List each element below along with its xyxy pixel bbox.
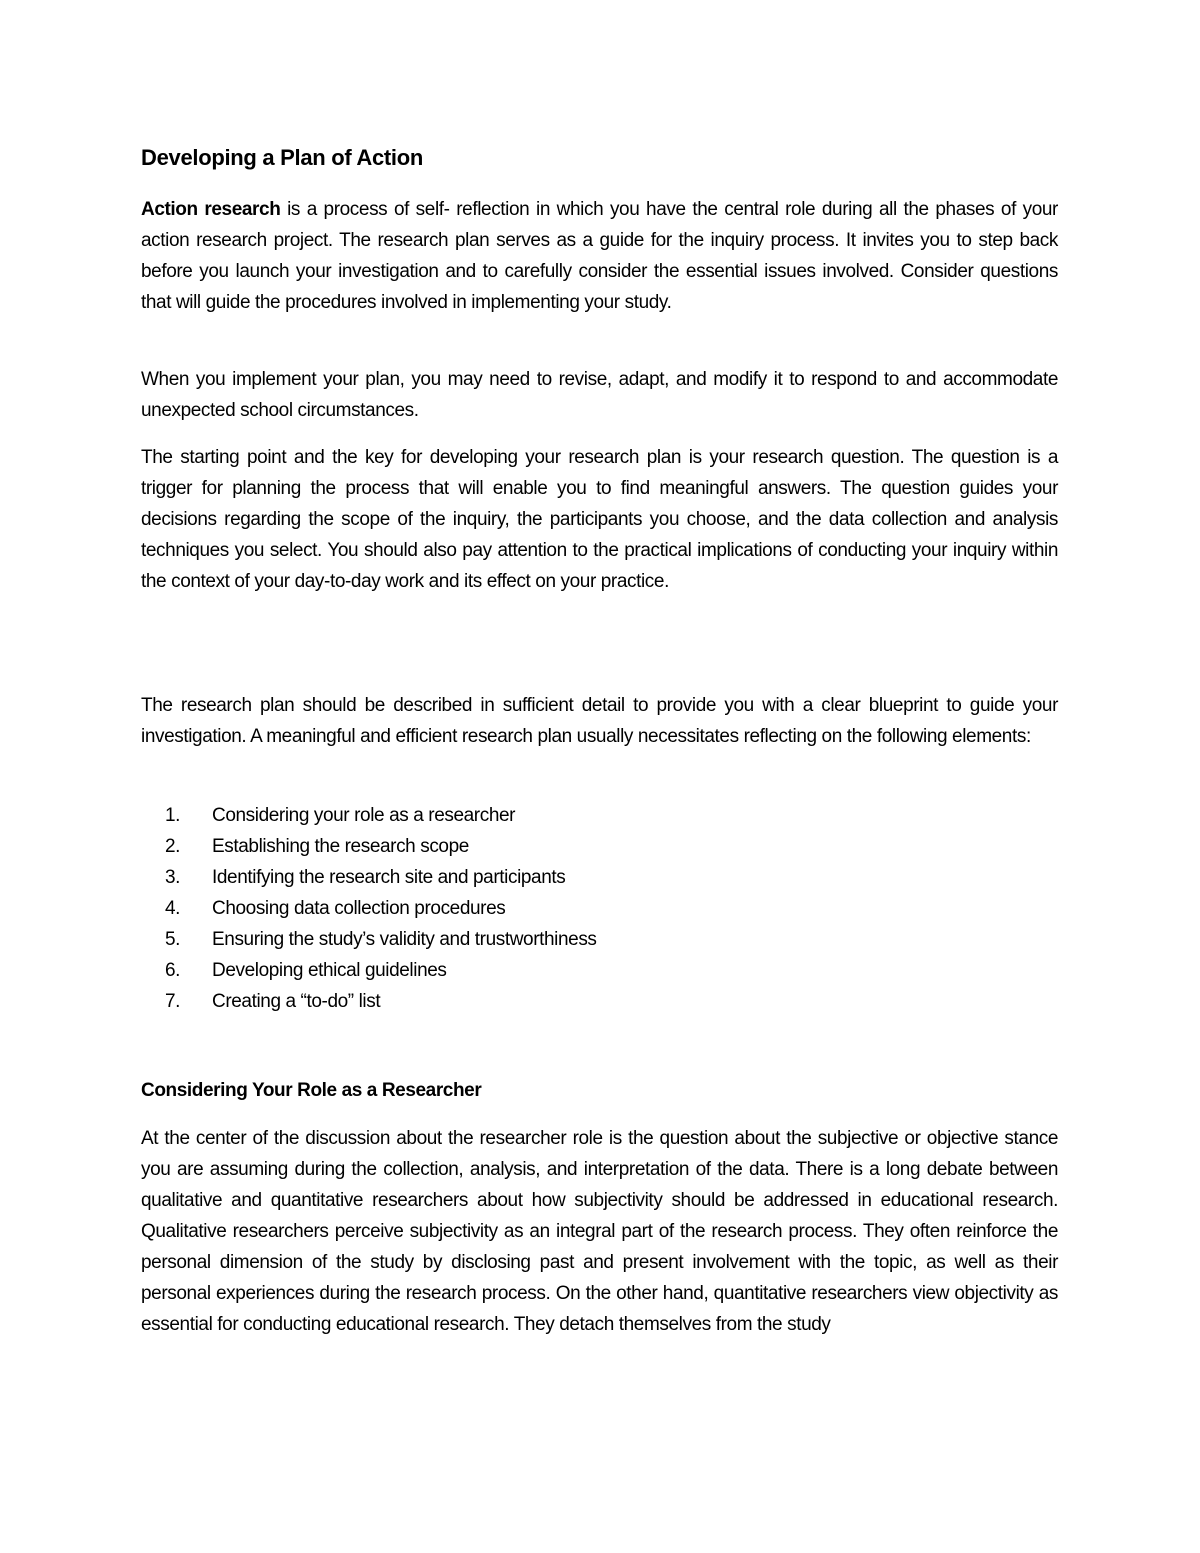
paragraph-implement: When you implement your plan, you may need to revise, adapt, and modify it to respond to and accommodate unexpected school circumstances. — [141, 369, 1058, 421]
list-number: 3. — [165, 867, 181, 888]
list-text: Considering your role as a researcher — [212, 805, 516, 826]
list-number: 7. — [165, 991, 181, 1012]
paragraph-intro — [141, 194, 1058, 318]
section-heading: Considering Your Role as a Researcher — [141, 1080, 482, 1101]
elements-list — [141, 800, 597, 1017]
list-text: Identifying the research site and participants — [212, 867, 566, 888]
list-number: 1. — [165, 805, 181, 826]
bold-term: Action research — [141, 199, 281, 220]
list-item — [141, 800, 597, 831]
list-item — [141, 831, 597, 862]
paragraph-starting-point: The starting point and the key for developing your research plan is your research question. The question is a trigger for planning the process that will enable you to find meaningful answers. The question guides your decisions regarding the scope of the inquiry, the participants you choose, and the data collection and analysis techniques you select. You should also pay attention to the practical implications of conducting your inquiry within the context of your day-to-day work and its effect on your practice. — [141, 447, 1058, 592]
list-number: 6. — [165, 960, 181, 981]
paragraph-research-plan: The research plan should be described in sufficient detail to provide you with a clear blueprint to guide your investigation. A meaningful and efficient research plan usually necessitates reflecting on the following elements: — [141, 695, 1058, 747]
list-item — [141, 986, 597, 1017]
list-text: Developing ethical guidelines — [212, 960, 447, 981]
list-text: Establishing the research scope — [212, 836, 469, 857]
list-text: Creating a “to-do” list — [212, 991, 381, 1012]
list-number: 2. — [165, 836, 181, 857]
list-text: Ensuring the study’s validity and trustworthiness — [212, 929, 597, 950]
list-item — [141, 924, 597, 955]
paragraph-researcher-role: At the center of the discussion about the researcher role is the question about the subjective or objective stance you are assuming during the collection, analysis, and interpretation of the data. There is a long debate between qualitative and quantitative researchers about how subjectivity should be addressed in educational research. Qualitative researchers perceive subjectivity as an integral part of the research process. They often reinforce the personal dimension of the study by disclosing past and present involvement with the topic, as well as their personal experiences during the research process. On the other hand, quantitative researchers view objectivity as essential for conducting educational research. They detach themselves from the study — [141, 1128, 1058, 1335]
list-item — [141, 893, 597, 924]
list-text: Choosing data collection procedures — [212, 898, 506, 919]
paragraph-text: is a process of self- reflection in which you have the central role during all the phases of your action research project. The research plan serves as a guide for the inquiry process. It invites you to step back before you launch your investigation and to carefully consider the essential issues involved. Consider questions that will guide the procedures involved in implementing your study. — [141, 199, 1058, 313]
list-number: 4. — [165, 898, 181, 919]
list-item — [141, 955, 597, 986]
list-item — [141, 862, 597, 893]
list-number: 5. — [165, 929, 181, 950]
page-title: Developing a Plan of Action — [141, 145, 424, 170]
